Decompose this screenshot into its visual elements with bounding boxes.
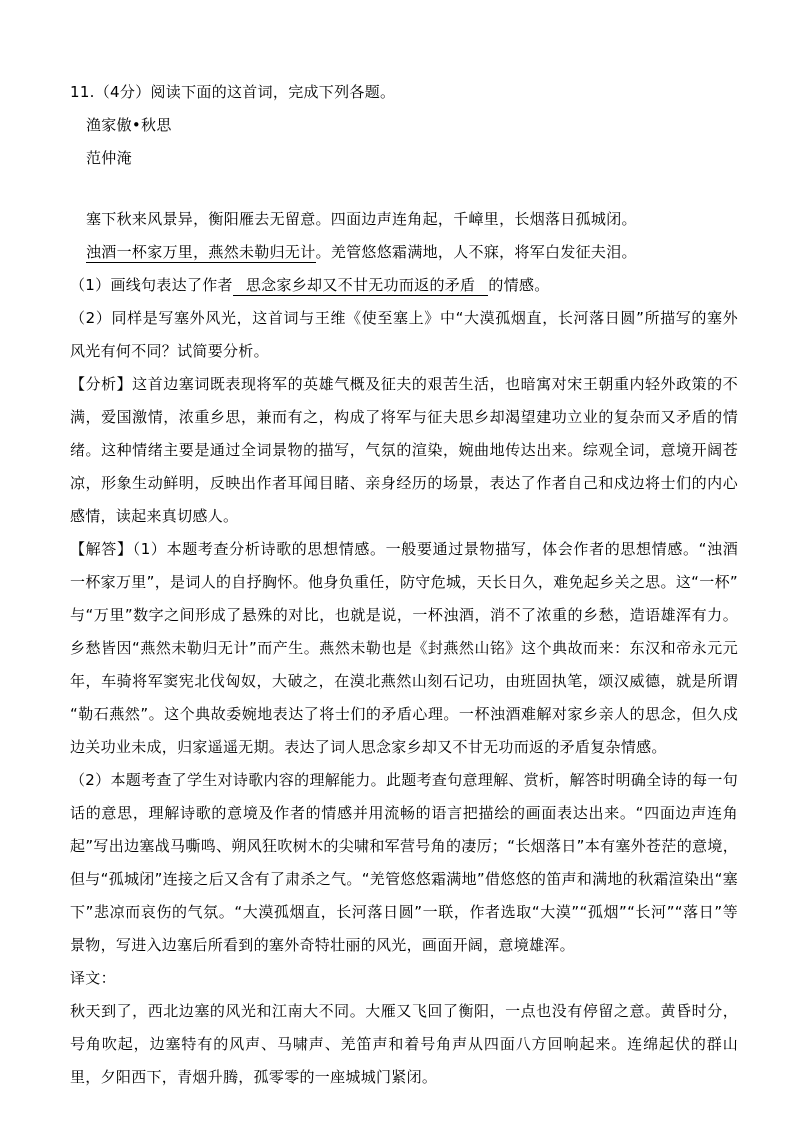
question-2: （2）同样是写塞外风光，这首词与王维《使至塞上》中“大漠孤烟直，长河落日圆”所描写的塞外风光有何不同？试简要分析。 <box>70 309 738 360</box>
solution-part-1-text: （1）本题考查分析诗歌的思想情感。一般要通过景物描写，体会作者的思想情感。“浊酒一杯家万里”，是词人的自抒胸怀。他身负重任，防守危城，天长日久，难免起乡关之思。这“一杯”与“万里”数字之间形成了悬殊的对比，也就是说，一杯浊酒，消不了浓重的乡愁，造语雄浑有力。乡愁皆因“燕然未勒归无计”而产生。燕然未勒也是《封燕然山铭》这个典故而来：东汉和帝永元元年，车骑将军窦宪北伐匈奴，大破之，在漠北燕然山刻石记功，由班固执笔，颂汉威德，就是所谓“勒石燕然”。这个典故委婉地表达了将士们的矛盾心理。一杯浊酒难解对家乡亲人的思念，但久戍边关功业未成，归家遥遥无期。表达了词人思念家乡却又不甘无功而返的矛盾复杂情感。 <box>70 540 738 756</box>
question-header: 11.（4分）阅读下面的这首词，完成下列各题。 <box>70 83 396 101</box>
translation-label: 译文： <box>70 969 116 987</box>
translation-paragraph: 秋天到了，西北边塞的风光和江南大不同。大雁又飞回了衡阳，一点也没有停留之意。黄昏时分，号角吹起，边塞特有的风声、马啸声、羌笛声和着号角声从四面八方回响起来。连绵起伏的群山里，夕阳西下，青烟升腾，孤零零的一座城城门紧闭。 <box>70 1002 738 1086</box>
analysis-paragraph <box>70 368 738 533</box>
analysis-label: 【分析】 <box>70 375 133 393</box>
solution-paragraph-2: （2）本题考查了学生对诗歌内容的理解能力。此题考查句意理解、赏析，解答时明确全诗的每一句话的意思，理解诗歌的意境及作者的情感并用流畅的语言把描绘的画面表达出来。“四面边声连角起”写出边塞战马嘶鸣、朔风狂吹树木的尖啸和军营号角的凄厉；“长烟落日”本有塞外苍茫的意境，但与“孤城闭”连接之后又含有了肃杀之气。“羌管悠悠霜满地”借悠悠的笛声和满地的秋霜渲染出“塞下”悲凉而哀伤的气氛。“大漠孤烟直，长河落日圆”一联，作者选取“大漠”“孤烟”“长河”“落日”等景物，写进入边塞后所看到的塞外奇特壮丽的风光，画面开阔，意境雄浑。 <box>70 771 738 954</box>
poem-line-1: 塞下秋来风景异，衡阳雁去无留意。四面边声连角起，千嶂里，长烟落日孤城闭。 <box>86 210 637 228</box>
poem-author: 范仲淹 <box>86 149 132 167</box>
poem-line-2-rest: 。羌管悠悠霜满地，人不寐，将军白发征夫泪。 <box>315 243 637 261</box>
question-1-suffix: 的情感。 <box>488 276 550 294</box>
poem-title: 渔家傲•秋思 <box>86 116 172 134</box>
question-1 <box>70 269 738 302</box>
solution-paragraph-1 <box>70 533 738 764</box>
solution-label: 【解答】 <box>70 540 133 558</box>
section-spacer <box>70 175 738 203</box>
analysis-text: 这首边塞词既表现将军的英雄气概及征夫的艰苦生活，也暗寓对宋王朝重内轻外政策的不满，爱国激情，浓重乡思，兼而有之，构成了将军与征夫思乡却渴望建功立业的复杂而又矛盾的情绪。这种情绪主要是通过全词景物的描写，气氛的渲染，婉曲地传达出来。综观全词，意境开阔苍凉，形象生动鲜明，反映出作者耳闻目睹、亲身经历的场景，表达了作者自己和戍边将士们的内心感情，读起来真切感人。 <box>70 375 738 525</box>
answer-blank: 思念家乡却又不甘无功而返的矛盾 <box>233 276 489 296</box>
question-1-prefix: （1）画线句表达了作者 <box>70 276 233 294</box>
poem-line-2 <box>86 236 738 269</box>
underlined-poem-phrase: 浊酒一杯家万里，燕然未勒归无计 <box>86 243 316 261</box>
